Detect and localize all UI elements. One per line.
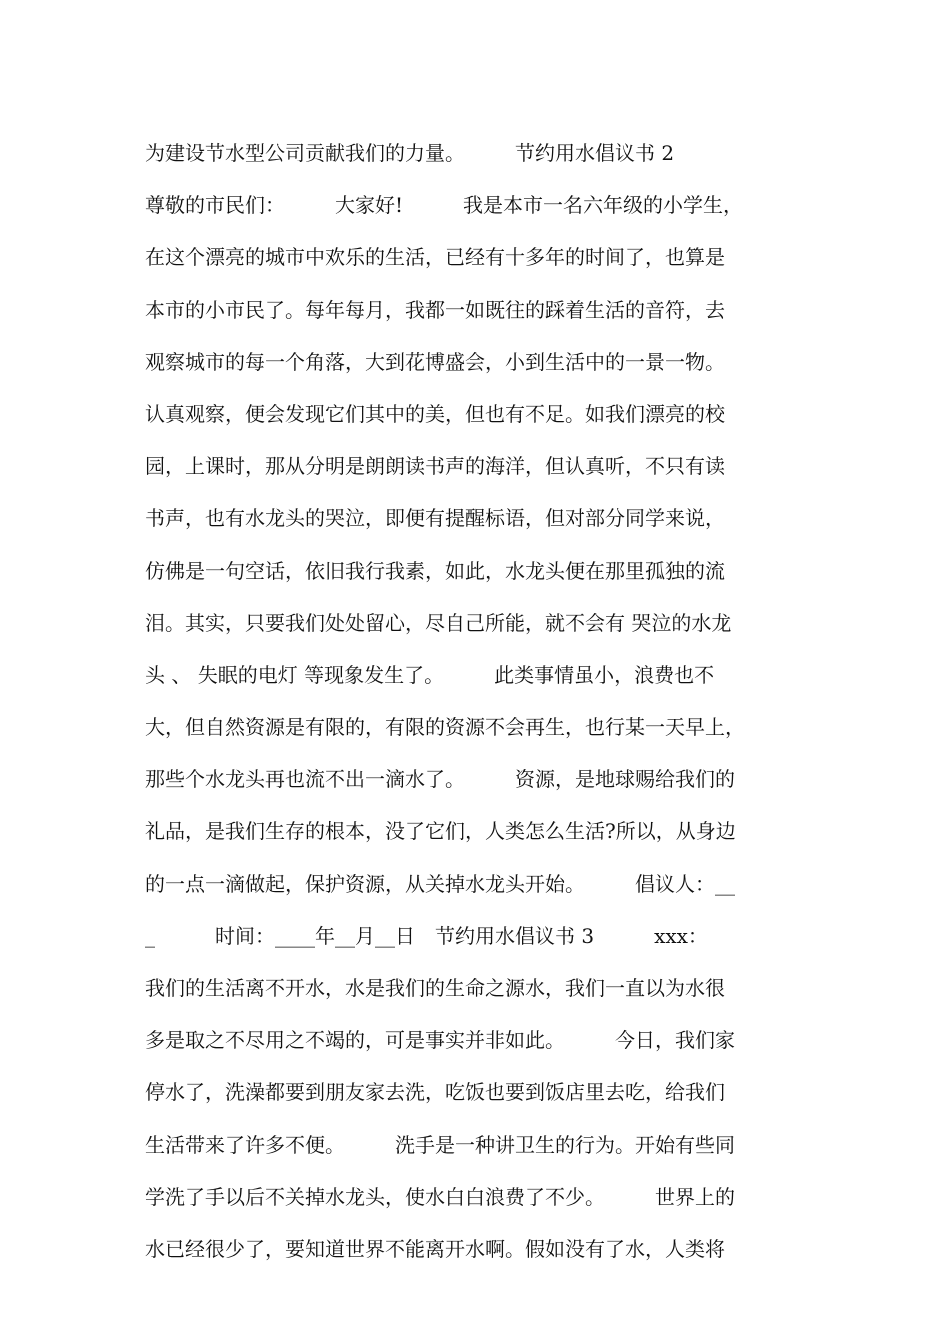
- text-line: 园，上课时，那从分明是朗朗读书声的海洋，但认真听，不只有读: [145, 454, 725, 479]
- text-line: 头 、 失眠的电灯 等现象发生了。 此类事情虽小，浪费也不: [145, 662, 715, 687]
- body-text: [145, 127, 825, 1275]
- text-line: 学洗了手以后不关掉水龙头，使水白白浪费了不少。 世界上的: [145, 1184, 735, 1209]
- text-line: 的一点一滴做起，保护资源，从关掉水龙头开始。 倡议人：__: [145, 871, 735, 896]
- text-line: 大，但自然资源是有限的，有限的资源不会再生，也行某一天早上，: [145, 715, 745, 740]
- text-line: 那些个水龙头再也流不出一滴水了。 资源，是地球赐给我们的: [145, 767, 735, 792]
- text-line: 泪。其实，只要我们处处留心，尽自己所能，就不会有 哭泣的水龙: [145, 610, 732, 635]
- text-line: 书声，也有水龙头的哭泣，即便有提醒标语，但对部分同学来说，: [145, 506, 725, 531]
- text-line: 本市的小市民了。每年每月，我都一如既往的踩着生活的音符，去: [145, 297, 725, 322]
- text-line: 仿佛是一句空话，依旧我行我素，如此，水龙头便在那里孤独的流: [145, 558, 725, 583]
- text-line: 礼品，是我们生存的根本，没了它们，人类怎么生活?所以，从身边: [145, 819, 736, 844]
- text-line: 在这个漂亮的城市中欢乐的生活，已经有十多年的时间了，也算是: [145, 245, 725, 270]
- text-line: 认真观察，便会发现它们其中的美，但也有不足。如我们漂亮的校: [145, 401, 725, 426]
- text-line: 生活带来了许多不便。 洗手是一种讲卫生的行为。开始有些同: [145, 1132, 735, 1157]
- text-line: 我们的生活离不开水，水是我们的生命之源水，我们一直以为水很: [145, 976, 725, 1000]
- text-line: _ 时间：____年__月__日 节约用水倡议书 3 xxx：: [145, 923, 708, 948]
- text-line: 多是取之不尽用之不竭的，可是事实并非如此。 今日，我们家: [145, 1028, 735, 1053]
- text-line: 水已经很少了，要知道世界不能离开水啊。假如没有了水，人类将: [145, 1236, 725, 1261]
- text-line: 尊敬的市民们： 大家好! 我是本市一名六年级的小学生，: [145, 193, 744, 218]
- text-line: 观察城市的每一个角落，大到花博盛会，小到生活中的一景一物。: [145, 349, 725, 374]
- text-line: 为建设节水型公司贡献我们的力量。 节约用水倡议书 2: [145, 141, 675, 165]
- text-line: 停水了，洗澡都要到朋友家去洗，吃饭也要到饭店里去吃，给我们: [145, 1080, 725, 1105]
